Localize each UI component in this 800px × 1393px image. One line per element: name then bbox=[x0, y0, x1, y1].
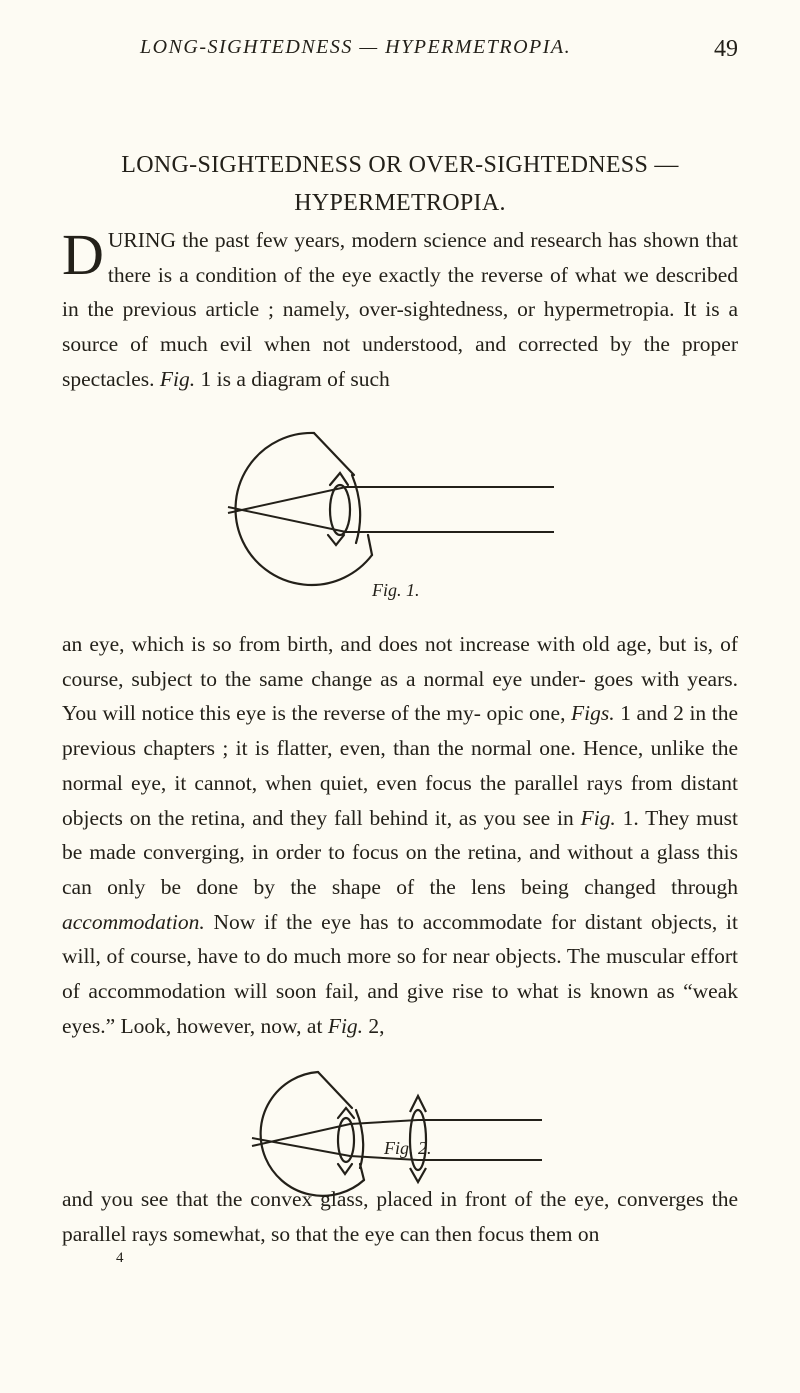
eye-outline bbox=[261, 1072, 364, 1196]
paragraph-1-text-a: URING the past few years, modern science and research has shown that there is a condition of the eye exactly the reverse of what we described in the previous article ; namely, over-sightedness, or hypermetropia. It is a source of much evil when not understood, and corrected by the proper spectacles. bbox=[62, 228, 738, 391]
paragraph-2 bbox=[62, 627, 738, 1043]
paragraph-1-text-b: 1 is a diagram of such bbox=[200, 366, 390, 391]
eyeball-front-upper bbox=[314, 433, 354, 475]
signature-mark: 4 bbox=[116, 1250, 124, 1266]
fig-reference: Fig. bbox=[159, 366, 196, 391]
page-number: 49 bbox=[714, 36, 738, 62]
running-head: LONG-SIGHTEDNESS — HYPERMETROPIA. bbox=[140, 36, 572, 58]
eyeball-curve bbox=[261, 1072, 364, 1196]
fig-reference: Fig. bbox=[327, 1013, 364, 1038]
figure-1-eye-diagram bbox=[222, 427, 558, 591]
chapter-title bbox=[0, 146, 800, 222]
parallel-rays bbox=[228, 487, 554, 532]
figure-2-svg bbox=[246, 1068, 546, 1198]
figs-reference: Figs. bbox=[571, 701, 615, 726]
eye-lens bbox=[330, 485, 350, 535]
figure-1-caption: Fig. 1. bbox=[372, 580, 420, 600]
drop-cap: D bbox=[62, 222, 104, 287]
paragraph-2-text-c: 1. They must be made converging, in order to focus on the retina, and without a glass this can only be done by the shape of the lens being changed through bbox=[62, 805, 738, 899]
iris-upper bbox=[338, 1108, 354, 1118]
eyeball-curve bbox=[236, 433, 372, 585]
figure-2-eye-with-convex-glass bbox=[246, 1068, 546, 1200]
accommodation-term: accommodation. bbox=[62, 909, 205, 934]
iris-lower bbox=[338, 1164, 352, 1174]
figure-2-caption: Fig. 2. bbox=[384, 1138, 432, 1158]
paragraph-2-text-a: an eye, which is so from birth, and does not increase with old age, but is, of course, subject to the same change as a normal eye under- goes with years. You will notice this eye is the reverse of the my- opic one, bbox=[62, 632, 738, 726]
chapter-title-line-2: HYPERMETROPIA. bbox=[294, 190, 506, 216]
paragraph-2-text-b: 1 and 2 in the previous chapters ; it is flatter, even, than the normal one. Hence, unlike the normal eye, it cannot, when quiet, even focus the parallel rays from distant objects on the retina, and they fall behind it, as you see in bbox=[62, 701, 739, 830]
paragraph-2-text-e: 2, bbox=[368, 1013, 385, 1038]
iris-lower bbox=[328, 535, 344, 545]
eyeball-front-lower bbox=[368, 535, 372, 555]
cornea-curve bbox=[356, 1110, 363, 1168]
paragraph-2-text-d: Now if the eye has to accommodate for distant objects, it will, of course, have to do much more so for near objects. The muscular effort of accommodation will soon fail, and give rise to what is known as “weak eyes.” Look, however, now, at bbox=[62, 909, 738, 1038]
lower-ray bbox=[228, 507, 554, 532]
upper-ray bbox=[228, 487, 554, 513]
fig-reference: Fig. bbox=[580, 805, 616, 830]
paragraph-1 bbox=[62, 223, 738, 397]
eyeball-front-upper bbox=[318, 1072, 352, 1108]
figure-1-svg bbox=[222, 427, 558, 577]
iris-upper bbox=[330, 473, 348, 485]
chapter-title-line-1: LONG-SIGHTEDNESS OR OVER-SIGHTEDNESS — bbox=[121, 152, 679, 178]
eye-outline bbox=[236, 433, 372, 585]
paragraph-3: and you see that the convex glass, placed in front of the eye, converges the parallel rays somewhat, so that the eye can then focus them on bbox=[62, 1187, 738, 1246]
